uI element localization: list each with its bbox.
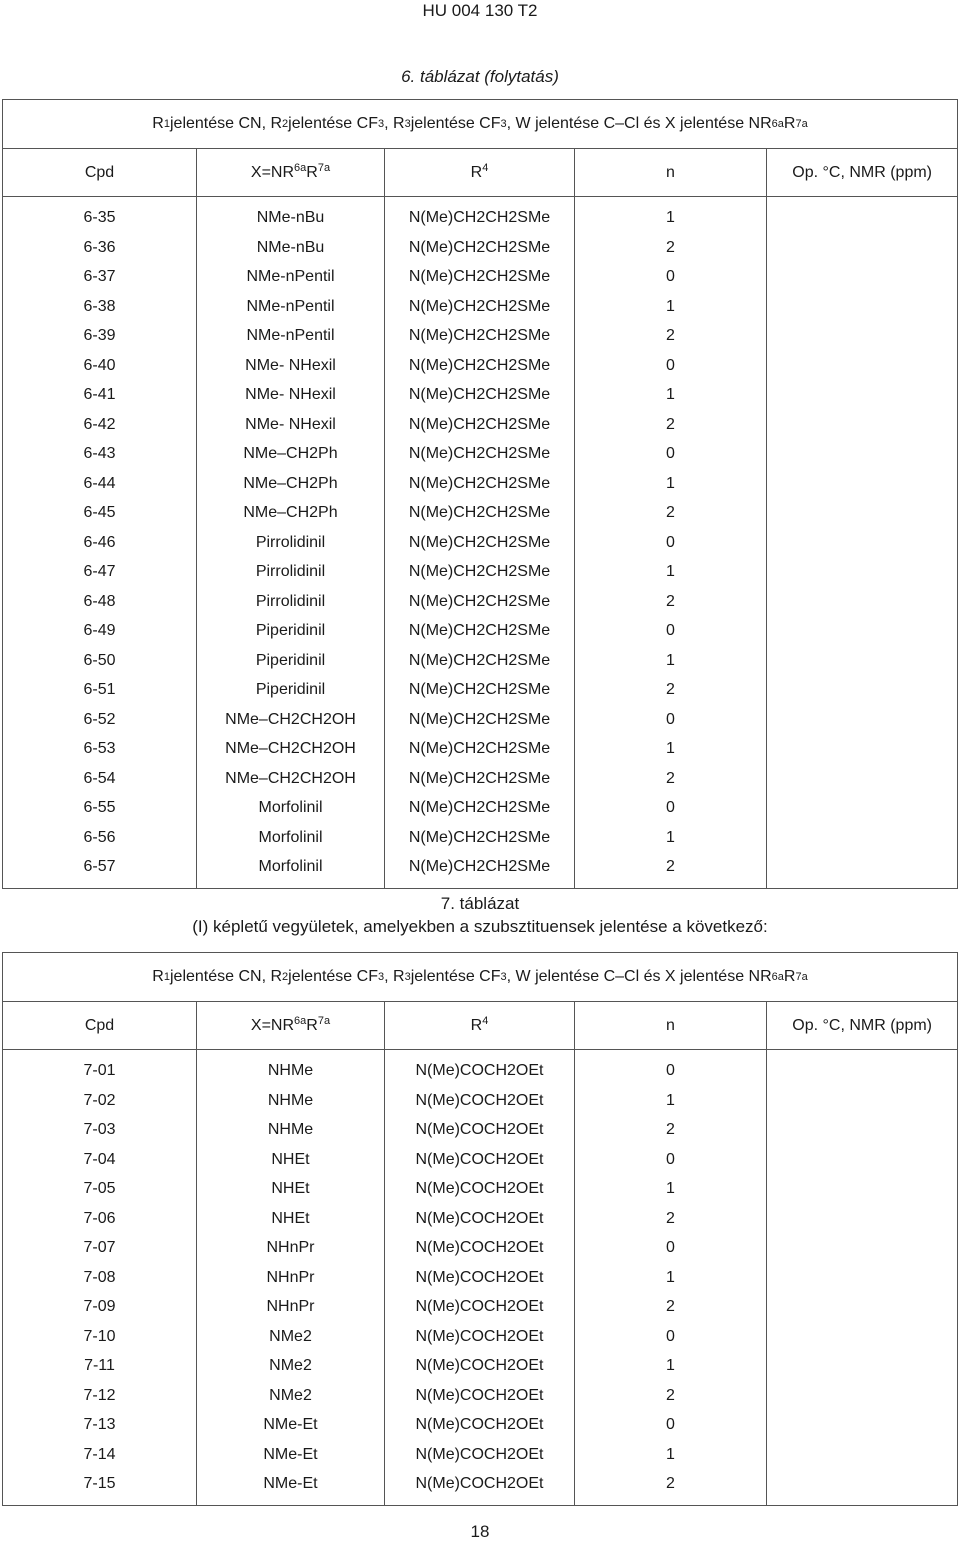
table-cell-r4: N(Me)COCH2OEt [415,1239,544,1256]
column-header-n: n [575,149,767,197]
table-cell-x: NHMe [267,1091,314,1109]
table-cell-n: 0 [666,1062,675,1079]
table-cell-op [767,1322,957,1352]
table-cell-r4: N(Me)COCH2OEt [415,1091,544,1109]
table-cell-op [767,587,957,617]
table-cell-cpd: 7-10 [83,1327,116,1345]
table-cell-x: NMe2 [269,1386,312,1404]
table-cell-op [767,410,957,440]
table-cell-x: Morfolinil [258,828,323,846]
table-6 [2,99,958,889]
table-cell-op [767,646,957,676]
table-cell-n: 1 [666,474,675,492]
table-cell-cpd: 6-40 [83,356,116,374]
table-cell-r4: N(Me)CH2CH2SMe [408,681,551,698]
table-cell-cpd: 7-01 [83,1062,116,1079]
table-cell-n: 2 [666,1298,675,1315]
table-cell-op [767,439,957,469]
table-cell-r4: N(Me)CH2CH2SMe [408,740,551,757]
table-cell-x: Pirrolidinil [255,592,326,610]
table-cell-x: NMe-nPentil [246,268,335,285]
table-cell-x: NHEt [271,1150,310,1168]
table-cell-x: NMe2 [269,1357,312,1374]
table-cell-op [767,734,957,764]
table-cell-cpd: 6-50 [83,651,116,669]
table-cell-n: 1 [666,740,675,757]
table-cell-x: NHnPr [266,1268,315,1286]
table-cell-cpd: 6-35 [83,209,116,226]
table-cell-r4: N(Me)CH2CH2SMe [408,592,551,610]
table-cell-r4: N(Me)COCH2OEt [415,1209,544,1227]
table-cell-op [767,764,957,794]
table-cell-op [767,351,957,381]
table-cell-r4: N(Me)COCH2OEt [415,1475,544,1492]
table-cell-n: 2 [666,1121,675,1138]
table-cell-n: 2 [666,592,675,610]
table-cell-n: 0 [666,268,675,285]
table-cell-op [767,380,957,410]
table-6-condition: R 1 jelentése CN, R 2 jelentése CF 3 , R 3 jelentése CF 3 , W jelentése C–Cl és X jelentése NR 6a R 7a [3,100,957,149]
table-cell-op [767,1292,957,1322]
table-7-subtitle: (I) képletű vegyületek, amelyekben a szubsztituensek jelentése a következő: [192,917,768,936]
table-cell-r4: N(Me)CH2CH2SMe [408,268,551,285]
table-cell-op [767,292,957,322]
column-x [197,1050,385,1505]
table-cell-op [767,616,957,646]
table-cell-x: Pirrolidinil [255,563,326,580]
table-cell-n: 2 [666,504,675,521]
table-cell-x: NMe-Et [263,1475,318,1492]
table-cell-r4: N(Me)COCH2OEt [415,1298,544,1315]
table-cell-n: 0 [666,1150,675,1168]
table-cell-r4: N(Me)COCH2OEt [415,1062,544,1079]
column-x [197,197,385,888]
table-cell-op [767,1381,957,1411]
page-number: 18 [470,1522,490,1541]
table-cell-op [767,469,957,499]
table-cell-x: NMe-nPentil [246,327,335,344]
table-cell-x: NHMe [267,1062,314,1079]
table-cell-n: 2 [666,1475,675,1492]
table-cell-n: 1 [666,1445,675,1463]
table-cell-r4: N(Me)CH2CH2SMe [408,533,551,551]
table-cell-cpd: 6-57 [83,858,116,875]
table-cell-cpd: 6-37 [83,268,116,285]
table-cell-x: NMe-Et [263,1416,318,1433]
table-cell-cpd: 6-46 [83,533,116,551]
column-header-r4: $R^4$ [385,1002,575,1050]
column-header-n: n [575,1002,767,1050]
table-cell-x: Morfolinil [258,799,323,816]
column-header-op: Op. °C, NMR (ppm) [767,1002,957,1050]
table-cell-cpd: 6-55 [83,799,116,816]
table-cell-r4: N(Me)COCH2OEt [415,1180,544,1197]
column-n [575,197,767,888]
table-cell-x: NMe–CH2CH2OH [225,740,356,757]
table-cell-op [767,1204,957,1234]
table-cell-x: NMe- NHexil [245,386,336,403]
table-cell-n: 2 [666,858,675,875]
table-cell-x: NMe–CH2Ph [243,474,338,492]
table-cell-r4: N(Me)COCH2OEt [415,1386,544,1404]
table-cell-cpd: 6-53 [83,740,116,757]
table-cell-n: 0 [666,533,675,551]
table-cell-n: 2 [666,681,675,698]
table-cell-cpd: 7-06 [83,1209,116,1227]
column-op [767,197,957,888]
column-header-cpd: Cpd [3,1002,197,1050]
table-cell-cpd: 7-08 [83,1268,116,1286]
table-cell-x: NMe- NHexil [245,415,336,433]
table-cell-op [767,321,957,351]
table-cell-x: NMe–CH2Ph [243,445,338,462]
table-cell-op [767,675,957,705]
table-cell-cpd: 7-05 [83,1180,116,1197]
table-cell-cpd: 6-38 [83,297,116,315]
table-cell-cpd: 6-51 [83,681,116,698]
table-cell-x: NHEt [271,1180,310,1197]
column-cpd [3,1050,197,1505]
table-cell-x: Piperidinil [255,681,326,698]
table-cell-op [767,1115,957,1145]
column-n [575,1050,767,1505]
table-cell-cpd: 7-03 [83,1121,116,1138]
column-header-op: Op. °C, NMR (ppm) [767,149,957,197]
table-cell-r4: N(Me)CH2CH2SMe [408,858,551,875]
table-cell-r4: N(Me)CH2CH2SMe [408,504,551,521]
table-cell-n: 1 [666,1268,675,1286]
table-cell-x: NMe-nBu [256,209,325,226]
table-cell-r4: N(Me)CH2CH2SMe [408,769,551,787]
table-cell-r4: N(Me)CH2CH2SMe [408,209,551,226]
table-cell-op [767,823,957,853]
table-cell-cpd: 6-36 [83,238,116,256]
column-header-x: $X=NR^{6a}R^{7a}$ [197,1002,385,1050]
table-cell-n: 1 [666,563,675,580]
table-cell-x: NMe-Et [263,1445,318,1463]
column-cpd [3,197,197,888]
table-cell-x: NHnPr [266,1239,315,1256]
table-cell-r4: N(Me)CH2CH2SMe [408,327,551,344]
table-cell-n: 2 [666,415,675,433]
table-cell-op [767,233,957,263]
column-r4 [385,1050,575,1505]
table-cell-r4: N(Me)CH2CH2SMe [408,828,551,846]
table-cell-n: 1 [666,1180,675,1197]
table-cell-x: NMe- NHexil [245,356,336,374]
table-cell-cpd: 7-15 [83,1475,116,1492]
table-cell-r4: N(Me)CH2CH2SMe [408,474,551,492]
column-header-r4: $R^4$ [385,149,575,197]
table-7 [2,952,958,1506]
table-cell-cpd: 7-14 [83,1445,116,1463]
table-cell-r4: N(Me)CH2CH2SMe [408,445,551,462]
table-cell-r4: N(Me)COCH2OEt [415,1121,544,1138]
table-6-caption: 6. táblázat (folytatás) [401,67,559,86]
table-cell-op [767,1056,957,1086]
table-cell-r4: N(Me)CH2CH2SMe [408,651,551,669]
table-7-caption: 7. táblázat [440,894,520,913]
table-cell-cpd: 7-04 [83,1150,116,1168]
table-cell-op [767,1145,957,1175]
table-cell-n: 1 [666,209,675,226]
table-cell-cpd: 6-41 [83,386,116,403]
table-7-body [3,1050,957,1505]
table-cell-r4: N(Me)COCH2OEt [415,1445,544,1463]
table-cell-op [767,1174,957,1204]
table-cell-op [767,1351,957,1381]
table-cell-cpd: 7-02 [83,1091,116,1109]
table-cell-r4: N(Me)COCH2OEt [415,1268,544,1286]
table-cell-n: 1 [666,1091,675,1109]
table-cell-x: NMe-nPentil [246,297,335,315]
table-cell-r4: N(Me)COCH2OEt [415,1327,544,1345]
table-cell-n: 0 [666,622,675,639]
table-cell-op [767,852,957,882]
table-cell-n: 2 [666,1386,675,1404]
table-cell-op [767,1469,957,1499]
table-cell-x: Piperidinil [255,622,326,639]
table-6-body [3,197,957,888]
table-cell-n: 1 [666,1357,675,1374]
table-cell-cpd: 6-47 [83,563,116,580]
table-cell-cpd: 6-48 [83,592,116,610]
table-7-header-row [3,1002,957,1050]
table-cell-cpd: 6-39 [83,327,116,344]
column-header-cpd: Cpd [3,149,197,197]
table-cell-n: 0 [666,1239,675,1256]
table-cell-r4: N(Me)CH2CH2SMe [408,710,551,728]
table-cell-cpd: 7-11 [84,1357,115,1374]
table-cell-n: 2 [666,1209,675,1227]
table-cell-x: NMe–CH2CH2OH [225,710,356,728]
table-cell-op [767,528,957,558]
table-cell-op [767,793,957,823]
table-cell-x: NHMe [267,1121,314,1138]
table-cell-x: NMe-nBu [256,238,325,256]
table-cell-x: NHEt [271,1209,310,1227]
table-cell-cpd: 6-56 [83,828,116,846]
table-cell-op [767,557,957,587]
table-cell-op [767,1410,957,1440]
table-cell-x: NMe2 [269,1327,312,1345]
table-cell-cpd: 6-54 [83,769,116,787]
table-cell-x: NMe–CH2CH2OH [225,769,356,787]
table-cell-n: 0 [666,710,675,728]
table-6-header-row [3,149,957,197]
table-cell-op [767,498,957,528]
table-cell-n: 1 [666,651,675,669]
table-cell-cpd: 6-44 [83,474,116,492]
table-cell-cpd: 6-42 [83,415,116,433]
table-cell-op [767,1086,957,1116]
table-cell-n: 2 [666,327,675,344]
table-cell-n: 0 [666,799,675,816]
document-id: HU 004 130 T2 [422,1,538,20]
table-cell-op [767,262,957,292]
table-cell-cpd: 7-12 [83,1386,116,1404]
column-header-x: $X=NR^{6a}R^{7a}$ [197,149,385,197]
table-cell-cpd: 6-43 [83,445,116,462]
table-cell-op [767,705,957,735]
table-cell-x: Pirrolidinil [255,533,326,551]
table-cell-r4: N(Me)CH2CH2SMe [408,415,551,433]
table-cell-r4: N(Me)COCH2OEt [415,1357,544,1374]
table-cell-op [767,1233,957,1263]
table-cell-cpd: 7-07 [83,1239,116,1256]
table-cell-n: 2 [666,238,675,256]
table-cell-cpd: 6-49 [83,622,116,639]
table-cell-op [767,1263,957,1293]
table-cell-cpd: 7-13 [83,1416,116,1433]
table-cell-n: 2 [666,769,675,787]
table-cell-n: 0 [666,1416,675,1433]
table-cell-r4: N(Me)CH2CH2SMe [408,238,551,256]
table-cell-x: NHnPr [266,1298,315,1315]
table-7-condition: R 1 jelentése CN, R 2 jelentése CF 3 , R 3 jelentése CF 3 , W jelentése C–Cl és X jelentése NR 6a R 7a [3,953,957,1002]
table-cell-r4: N(Me)COCH2OEt [415,1416,544,1433]
table-cell-n: 0 [666,356,675,374]
table-cell-n: 0 [666,1327,675,1345]
column-op [767,1050,957,1505]
table-cell-r4: N(Me)CH2CH2SMe [408,356,551,374]
table-cell-cpd: 6-52 [83,710,116,728]
column-r4 [385,197,575,888]
table-cell-n: 1 [666,828,675,846]
table-cell-n: 1 [666,386,675,403]
table-cell-op [767,203,957,233]
table-cell-cpd: 7-09 [83,1298,116,1315]
table-cell-r4: N(Me)CH2CH2SMe [408,622,551,639]
table-cell-n: 0 [666,445,675,462]
table-cell-op [767,1440,957,1470]
table-cell-x: Morfolinil [258,858,323,875]
table-cell-x: NMe–CH2Ph [243,504,338,521]
table-cell-r4: N(Me)CH2CH2SMe [408,386,551,403]
table-cell-r4: N(Me)CH2CH2SMe [408,563,551,580]
table-cell-cpd: 6-45 [83,504,116,521]
table-cell-r4: N(Me)CH2CH2SMe [408,799,551,816]
table-cell-n: 1 [666,297,675,315]
table-cell-r4: N(Me)CH2CH2SMe [408,297,551,315]
table-cell-x: Piperidinil [255,651,326,669]
table-cell-r4: N(Me)COCH2OEt [415,1150,544,1168]
